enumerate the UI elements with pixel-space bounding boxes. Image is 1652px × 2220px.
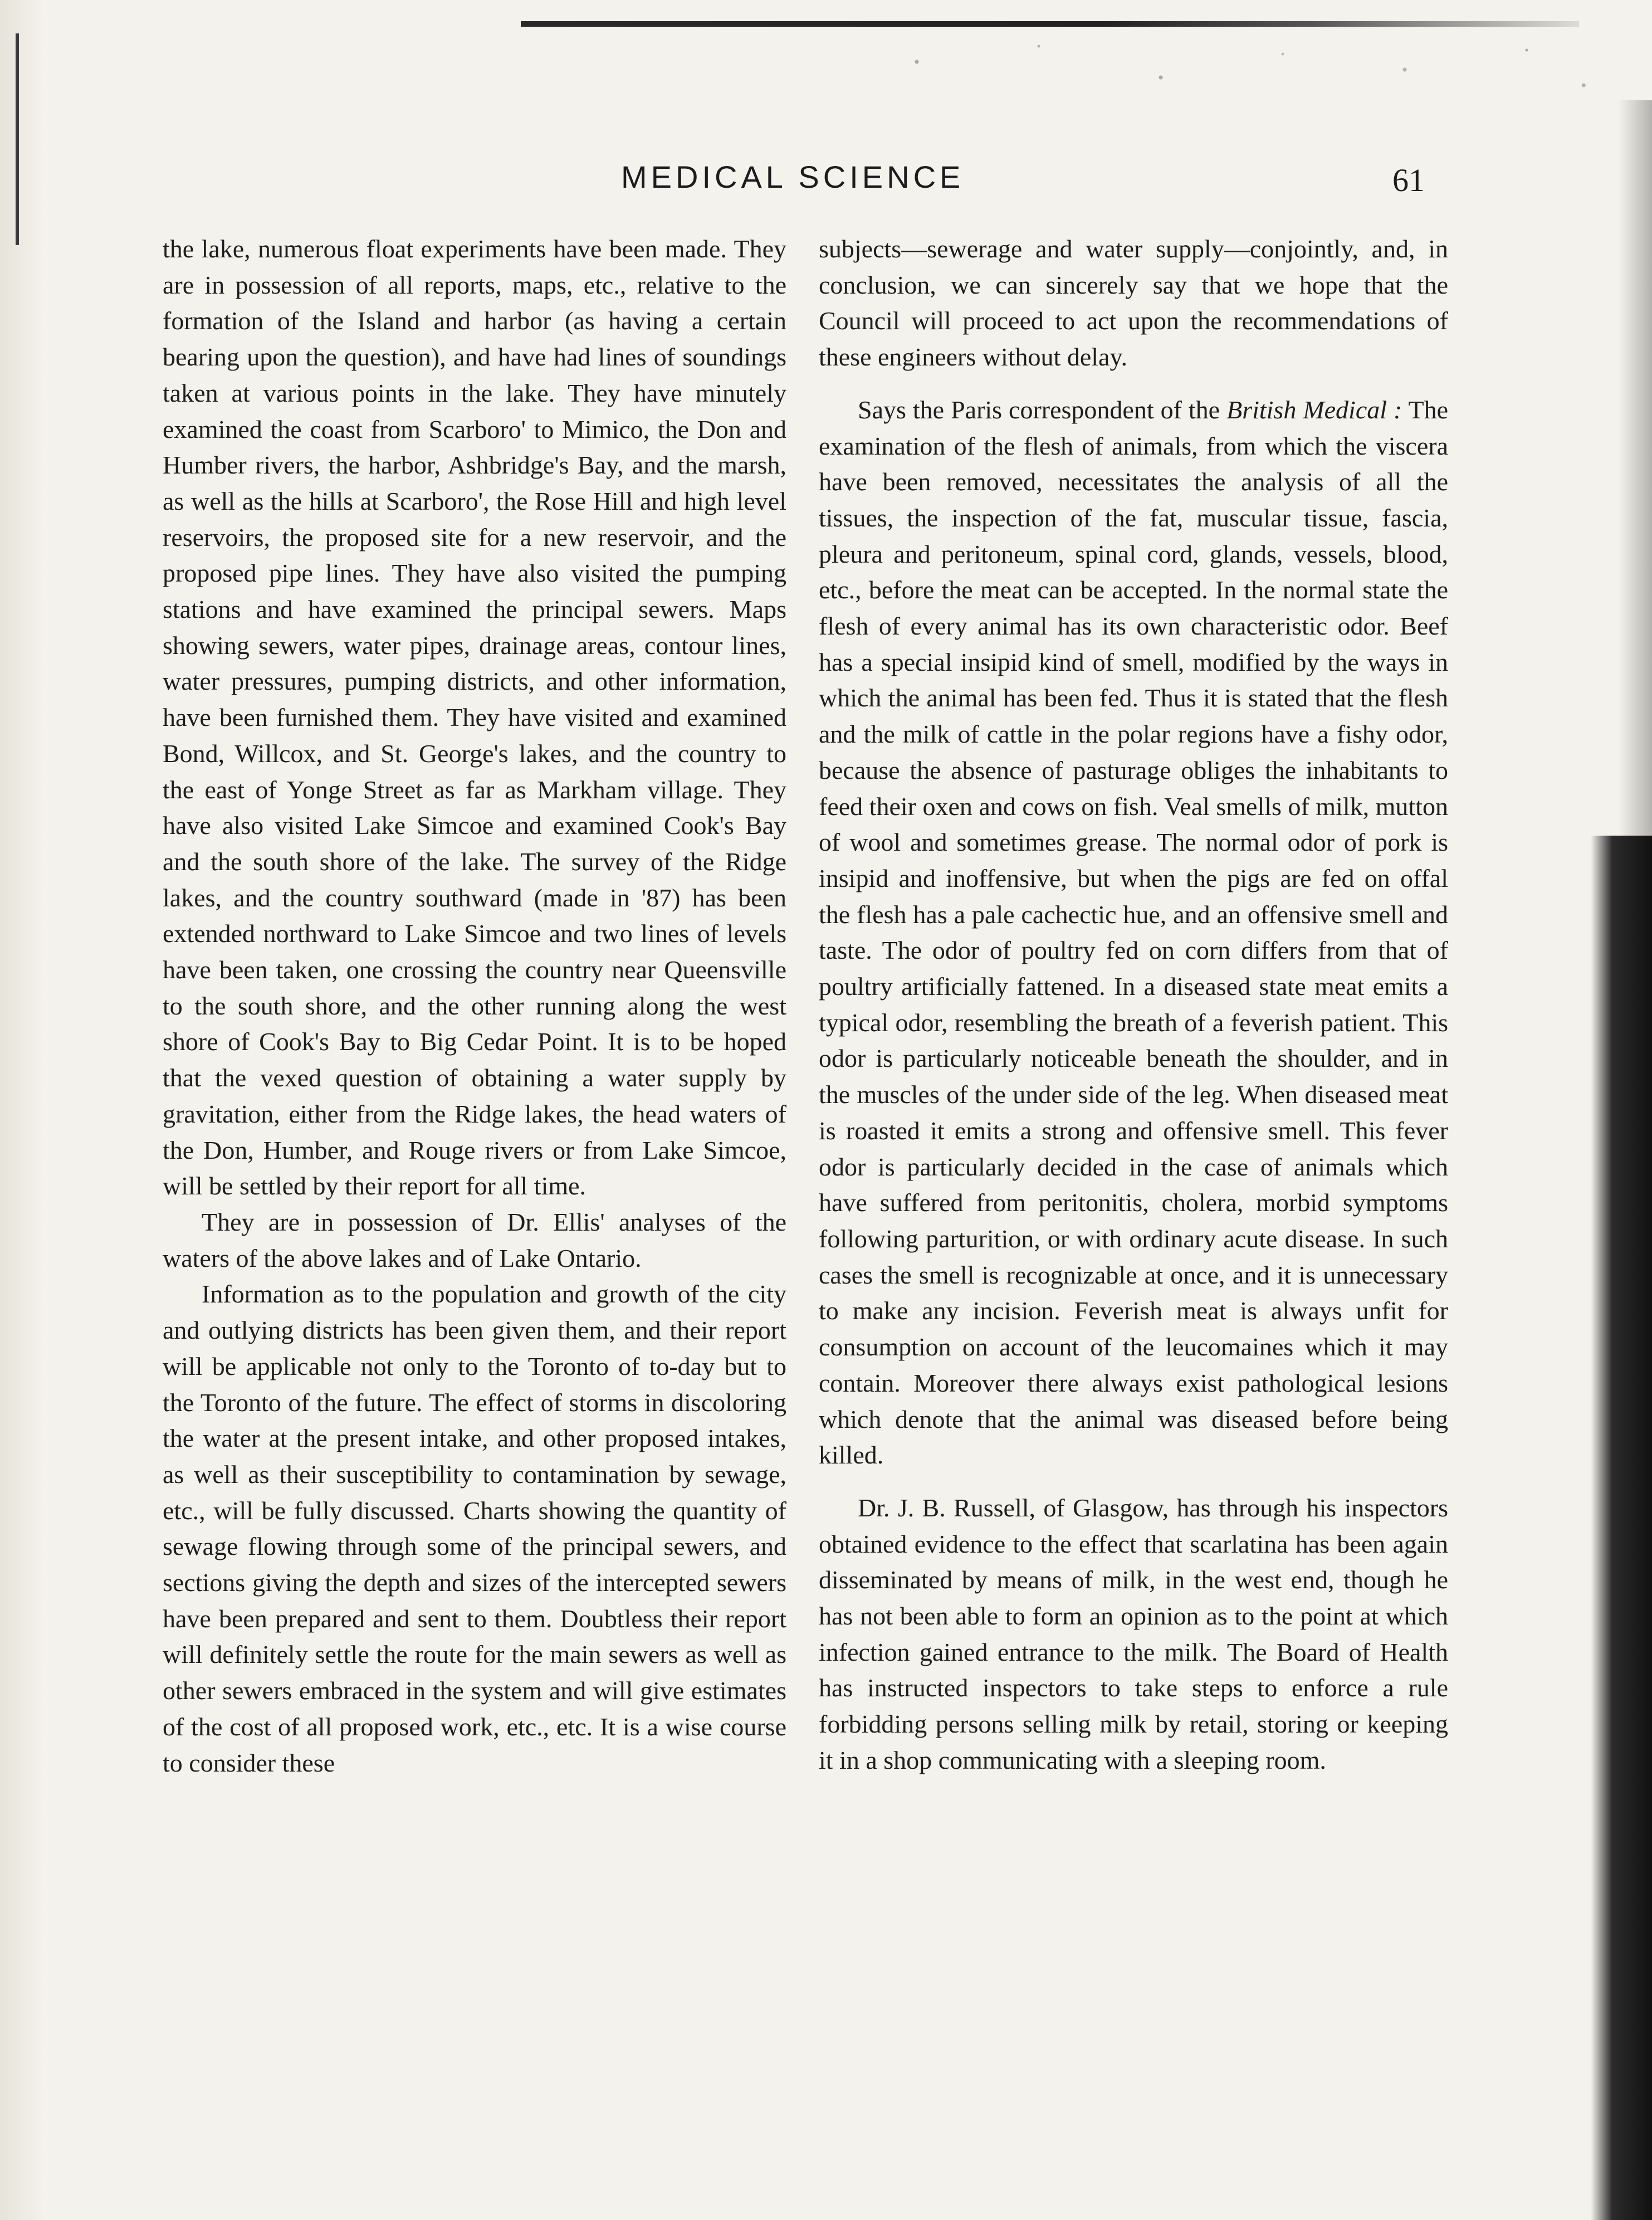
left-paragraph-1: the lake, numerous float experiments have been made. They are in possession of all reports, maps, etc., relative to the formation of the Island and harbor (as having a certain bearing upon the question), and have had lines of soundings taken at various points in the lake. They have minutely examined the coast from Scarboro' to Mimico, the Don and Humber rivers, the harbor, Ashbridge's Bay, and the marsh, as well as the hills at Scarboro', the Rose Hill and high level reservoirs, the proposed site for a new reservoir, and the proposed pipe lines. They have also visited the pumping stations and have examined the principal sewers. Maps showing sewers, water pipes, drainage areas, contour lines, water pressures, pumping districts, and other information, have been furnished them. They have visited and examined Bond, Willcox, and St. George's lakes, and the country to the east of Yonge Street as far as Markham village. They have also visited Lake Simcoe and examined Cook's Bay and the south shore of the lake. The survey of the Ridge lakes, and the country southward (made in '87) has been extended northward to Lake Simcoe and two lines of levels have been taken, one crossing the country near Queensville to the south shore, and the other running along the west shore of Cook's Bay to Big Cedar Point. It is to be hoped that the vexed question of obtaining a water supply by gravitation, either from the Ridge lakes, the head waters of the Don, Humber, and Rouge rivers or from Lake Simcoe, will be settled by their report for all time.	[163, 235, 786, 1201]
header-rule	[521, 21, 1579, 27]
paragraph-lead: Says the Paris correspondent of the	[858, 395, 1227, 424]
right-paragraph-1: subjects—sewerage and water supply—conjointly, and, in conclusion, we can sincerely say that we hope that the Council will proceed to act upon the recommendations of these engineers without delay.	[819, 235, 1448, 372]
page-number: 61	[1392, 162, 1425, 198]
scan-right-shadow-top	[1619, 100, 1652, 836]
left-paragraph-3: Information as to the population and growth of the city and outlying districts has been given them, and their report will be applicable not only to the Toronto of to-day but to the Toronto of the future. The effect of storms in discoloring the water at the present intake, and other proposed intakes, as well as their susceptibility to contamination by sewage, etc., will be fully discussed. Charts showing the quantity of sewage flowing through some of the principal sewers, and sections giving the depth and sizes of the intercepted sewers have been prepared and sent to them. Doubtless their report will definitely settle the route for the main sewers as well as other sewers embraced in the system and will give estimates of the cost of all proposed work, etc., etc. It is a wise course to consider these	[163, 1280, 786, 1777]
journal-title: British Medical :	[1226, 395, 1402, 424]
right-paragraph-2	[819, 392, 1448, 1474]
paragraph-body: The examination of the flesh of animals, from which the viscera have been removed, necessitates the analysis of all the tissues, the inspection of the fat, muscular tissue, fascia, pleura and peritoneum, spinal cord, glands, vessels, blood, etc., before the meat can be accepted. In the normal state the flesh of every animal has its own characteristic odor. Beef has a special insipid kind of smell, modified by the ways in which the animal has been fed. Thus it is stated that the flesh and the milk of cattle in the polar regions have a fishy odor, because the absence of pasturage obliges the inhabitants to feed their oxen and cows on fish. Veal smells of milk, mutton of wool and sometimes grease. The normal odor of pork is insipid and inoffensive, but when the pigs are fed on offal the flesh has a pale cachectic hue, and an offensive smell and taste. The odor of poultry fed on corn differs from that of poultry artificially fattened. In a diseased state meat emits a typical odor, resembling the breath of a feverish patient. This odor is particularly noticeable beneath the shoulder, and in the muscles of the under side of the leg. When diseased meat is roasted it emits a strong and offensive smell. This fever odor is particularly decided in the case of animals which have suffered from peritonitis, cholera, morbid symptoms following parturition, or with ordinary acute disease. In such cases the smell is recognizable at once, and it is unnecessary to make any incision. Feverish meat is always unfit for consumption on account of the leucomaines which it may contain. Moreover there always exist pathological lesions which denote that the animal was diseased before being killed.	[819, 395, 1449, 1470]
right-paragraph-3: Dr. J. B. Russell, of Glasgow, has through his inspectors obtained evidence to the effect that scarlatina has been again disseminated by means of milk, in the west end, though he has not been able to form an opinion as to the point at which infection gained entrance to the milk. The Board of Health has instructed inspectors to take steps to enforce a rule forbidding persons selling milk by retail, storing or keeping it in a shop communicating with a sleeping room.	[819, 1493, 1448, 1774]
running-head: MEDICAL SCIENCE	[621, 159, 965, 194]
right-column	[819, 231, 1448, 1779]
scan-right-shadow	[1591, 836, 1652, 2220]
left-paragraph-2: They are in possession of Dr. Ellis' analyses of the waters of the above lakes and of Lake Ontario.	[163, 1207, 786, 1272]
left-column	[163, 231, 786, 1781]
scan-binding-mark	[16, 33, 19, 245]
scan-noise	[835, 31, 1649, 109]
scan-left-margin	[0, 0, 45, 2220]
